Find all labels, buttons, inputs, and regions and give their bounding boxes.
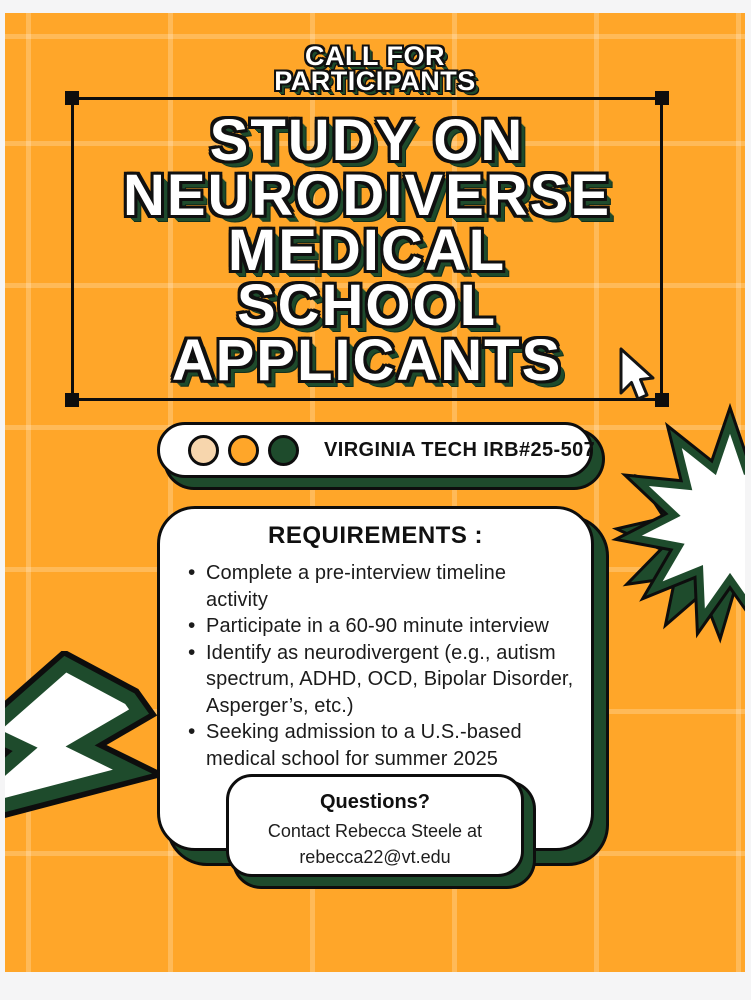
flyer-poster bbox=[5, 13, 745, 972]
contact-email: rebecca22@vt.edu bbox=[299, 847, 451, 867]
contact-line: Contact Rebecca Steele at bbox=[267, 821, 483, 841]
list-item: • Complete a pre-interview timeline activity bbox=[206, 560, 573, 613]
dot-peach bbox=[188, 435, 219, 466]
poster-title bbox=[74, 108, 660, 393]
dot-orange bbox=[228, 435, 259, 466]
mouse-cursor-icon bbox=[617, 346, 663, 406]
title-line: STUDY ON bbox=[209, 108, 525, 173]
dot-green bbox=[268, 435, 299, 466]
questions-contact bbox=[229, 818, 521, 870]
title-line: MEDICAL bbox=[227, 218, 507, 283]
list-item: • Identify as neurodivergent (e.g., autism spectrum, ADHD, OCD, Bipolar Disorder, Asperger’s, etc.) bbox=[206, 640, 573, 720]
irb-label: VIRGINIA TECH IRB#25-507 bbox=[324, 438, 596, 461]
title-line: SCHOOL bbox=[236, 273, 498, 338]
selection-handle-bottom-left[interactable] bbox=[65, 393, 79, 407]
badge-line: PARTICIPANTS bbox=[274, 66, 476, 96]
starburst-decoration bbox=[600, 393, 745, 653]
irb-pill bbox=[157, 422, 596, 478]
questions-heading: Questions? bbox=[319, 791, 430, 813]
list-item: • Seeking admission to a U.S.-based medical school for summer 2025 bbox=[206, 719, 573, 772]
questions-card bbox=[226, 774, 524, 877]
requirements-list bbox=[160, 560, 591, 772]
list-item: • Participate in a 60-90 minute interview bbox=[206, 613, 573, 640]
title-line: NEURODIVERSE bbox=[122, 163, 612, 228]
selection-frame bbox=[71, 97, 663, 401]
call-for-participants-heading bbox=[5, 41, 745, 96]
requirements-heading: REQUIREMENTS : bbox=[267, 522, 483, 549]
badge-line: CALL FOR bbox=[305, 41, 445, 71]
title-line: APPLICANTS bbox=[171, 328, 563, 393]
